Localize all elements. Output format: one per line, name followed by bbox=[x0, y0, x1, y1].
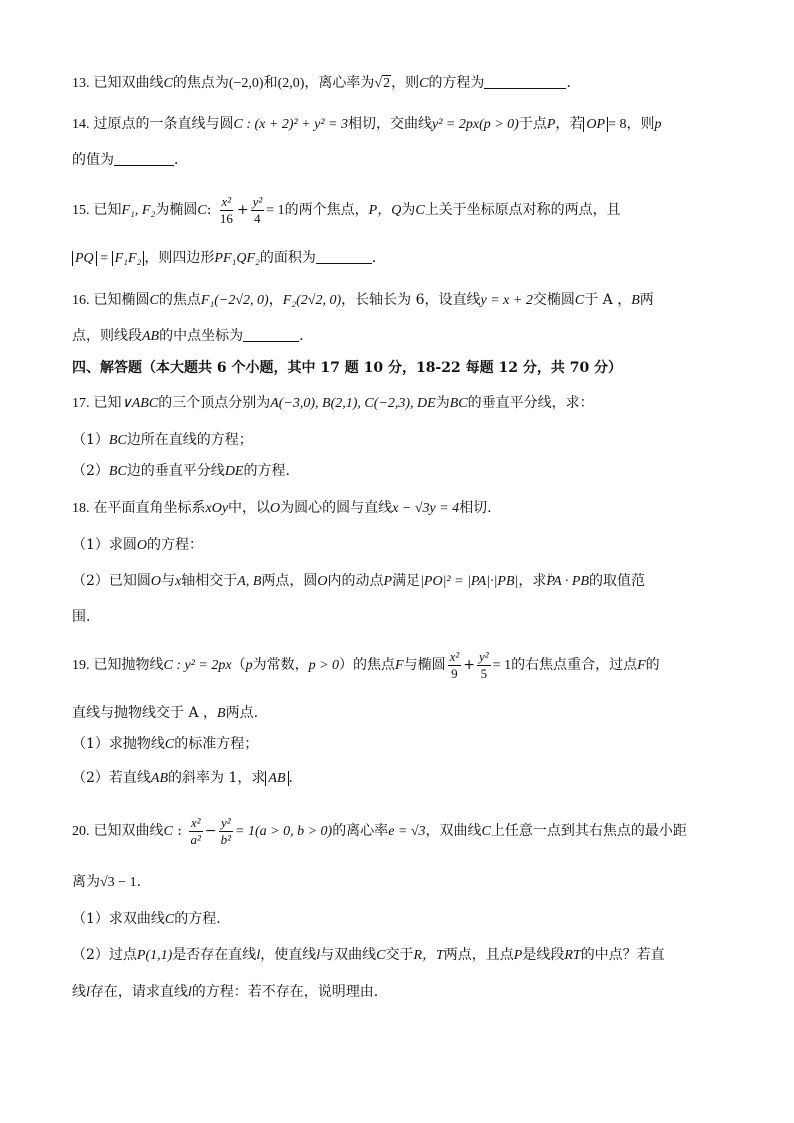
text: 的两个焦点， bbox=[284, 202, 369, 218]
fraction bbox=[219, 815, 233, 848]
math-eq: = 8 bbox=[608, 117, 627, 132]
radicand: 2 bbox=[383, 76, 391, 91]
numerator: x² bbox=[190, 814, 201, 830]
question-15-cont: PQ = F₁F₂ ，则四边形PF₁QF₂的面积为 ． bbox=[72, 248, 386, 269]
question-number: 17. bbox=[72, 396, 90, 411]
fraction bbox=[251, 194, 265, 227]
math-C: C bbox=[163, 824, 173, 839]
numerator: x² bbox=[449, 648, 460, 664]
math-l: l bbox=[187, 985, 192, 1000]
text: 的方程：若不存在，说明理由. bbox=[191, 984, 379, 1000]
math-l: l bbox=[86, 985, 90, 1000]
question-19: 19. 已知抛物线C : y² = 2px（p为常数，p > 0）的焦点F与椭圆 $\frac{\text{x²}}{9}$ + $\frac{\text{y²}}{5}$ = 1的右焦点重合，过点F的 bbox=[72, 648, 660, 681]
text: 围. bbox=[72, 609, 91, 625]
math-point: (2,0) bbox=[277, 76, 305, 91]
text: 的取值范 bbox=[589, 573, 646, 589]
text: ，则 bbox=[391, 75, 420, 91]
question-14-cont bbox=[72, 150, 188, 170]
math-RT-segment: RT bbox=[564, 948, 581, 963]
question-19-cont bbox=[72, 703, 258, 724]
text: ． bbox=[174, 152, 188, 168]
math-eq: = 1 bbox=[492, 658, 512, 673]
text: 两点，且点 bbox=[443, 947, 514, 963]
math-BC: BC bbox=[108, 464, 127, 479]
math-C: C bbox=[376, 948, 386, 963]
text: . bbox=[288, 770, 293, 786]
text: 相切. bbox=[459, 500, 492, 516]
math-point: (−2,0) bbox=[228, 76, 264, 91]
numerator: y² bbox=[252, 193, 263, 209]
math-condition: = 1(a > 0, b > 0) bbox=[235, 824, 333, 839]
part-label: （2） bbox=[72, 463, 109, 479]
answer-blank[interactable] bbox=[243, 327, 299, 342]
text: 的方程： bbox=[147, 537, 204, 553]
math-distance: √3 − 1 bbox=[100, 875, 137, 890]
text: 的值为 bbox=[72, 152, 114, 168]
question-20: 20. 已知双曲线C : $\frac{\text{x²}}{\text{a²}}$ − $\frac{\text{y²}}{\text{b²}}$ = 1(a > 0, b > 0)的离心率e = √3，双曲线C上任意一点到其右焦点的最小距 bbox=[72, 814, 687, 847]
math-F1: F₁(−2√2, 0) bbox=[200, 293, 269, 308]
text: 已知椭圆 bbox=[93, 292, 150, 308]
denominator: 4 bbox=[254, 210, 261, 226]
math-x: x bbox=[175, 574, 182, 589]
math-circle: C : (x + 2)² + y² = 3 bbox=[233, 117, 348, 132]
text: 中，以 bbox=[228, 500, 271, 516]
math-abs-F1F2: F₁F₂ bbox=[112, 251, 145, 266]
math-PQ: P，Q bbox=[368, 203, 402, 218]
denominator: 9 bbox=[451, 665, 458, 681]
fraction bbox=[188, 815, 202, 848]
math-abs-OP: OP bbox=[583, 117, 608, 132]
math-AB: A, B bbox=[237, 574, 262, 589]
math-p: p bbox=[654, 117, 662, 132]
text: 点，则线段 bbox=[72, 328, 142, 344]
math-points: A(−3,0), B(2,1), C(−2,3), DE bbox=[270, 396, 436, 411]
text: 的标准方程； bbox=[174, 736, 259, 752]
math-F: F bbox=[395, 658, 404, 673]
text: 为 bbox=[401, 202, 416, 218]
math-O: O bbox=[270, 501, 281, 516]
numerator: x² bbox=[221, 193, 232, 209]
text: 满足 bbox=[392, 573, 421, 589]
text: ，双曲线 bbox=[425, 823, 482, 839]
section-heading: 四、解答题（本大题共 6 个小题，其中 17 题 10 分，18-22 每题 12 分，共 70 分） bbox=[72, 360, 623, 376]
math-B: B bbox=[631, 293, 640, 308]
part-label: （2）已知圆 bbox=[72, 573, 151, 589]
text: 边所在直线的方程； bbox=[126, 432, 253, 448]
math-C: C bbox=[163, 76, 173, 91]
math-dot-product: ↓↓↓ PA · PB bbox=[546, 574, 589, 589]
text: 在平面直角坐标系 bbox=[93, 500, 206, 516]
text: 的斜率为 1，求 bbox=[168, 770, 266, 786]
numerator: y² bbox=[479, 648, 489, 664]
text: 边的垂直平分线 bbox=[126, 463, 225, 479]
text: ． bbox=[566, 75, 581, 91]
denominator: a² bbox=[190, 831, 201, 847]
text: 与双曲线 bbox=[320, 947, 377, 963]
math-abs-AB: AB bbox=[265, 771, 288, 786]
question-number: 19. bbox=[72, 658, 90, 673]
math-parabola: C : y² = 2px bbox=[163, 658, 232, 673]
text: 的中点坐标为 bbox=[159, 328, 244, 344]
denominator: 16 bbox=[219, 210, 233, 226]
text: 的方程. bbox=[243, 463, 290, 479]
question-17-part-2 bbox=[72, 461, 290, 482]
text: 的右焦点重合，过点 bbox=[511, 657, 638, 673]
question-14 bbox=[72, 114, 661, 135]
question-20-part-1 bbox=[72, 909, 221, 930]
question-18-cont bbox=[72, 607, 90, 627]
math-eq: = 1 bbox=[266, 203, 285, 218]
math-l: l bbox=[316, 948, 321, 963]
math-C: C bbox=[149, 293, 159, 308]
part-label: （1）求双曲线 bbox=[72, 911, 165, 927]
math-RT: R，T bbox=[413, 948, 444, 963]
text: （ bbox=[231, 657, 246, 673]
math-BC: BC bbox=[108, 433, 127, 448]
text: 与 bbox=[161, 573, 176, 589]
text: 为常数， bbox=[252, 657, 309, 673]
math-P: P bbox=[383, 574, 393, 589]
part-label: （2）若直线 bbox=[72, 770, 151, 786]
question-19-part-1 bbox=[72, 734, 258, 755]
question-16 bbox=[72, 290, 654, 311]
text: ，求 bbox=[518, 573, 547, 589]
numerator: y² bbox=[220, 814, 231, 830]
math-C: C bbox=[574, 293, 585, 308]
math-curve: y² = 2px(p > 0) bbox=[432, 117, 519, 132]
text: 于 A ， bbox=[584, 292, 632, 308]
text: . bbox=[299, 328, 304, 344]
math-line: y = x + 2 bbox=[480, 293, 533, 308]
math-C: C bbox=[419, 76, 429, 91]
text: 离为 bbox=[72, 874, 100, 890]
math-B: B bbox=[217, 706, 226, 721]
math-quad: PF₁QF₂ bbox=[214, 251, 260, 266]
math-P: P bbox=[546, 117, 556, 132]
math-AB: AB bbox=[150, 771, 169, 786]
text: 轴相交于 bbox=[181, 573, 238, 589]
text: 已知双曲线 bbox=[93, 75, 164, 91]
text: 已知 bbox=[93, 395, 122, 411]
math-P: P bbox=[513, 948, 523, 963]
math-p: p bbox=[245, 658, 253, 673]
question-13 bbox=[72, 73, 580, 94]
denominator: b² bbox=[220, 831, 232, 847]
text: 已知双曲线 bbox=[93, 823, 164, 839]
math-DE: DE bbox=[224, 464, 244, 479]
question-17-part-1 bbox=[72, 430, 253, 451]
part-label: （1） bbox=[72, 432, 109, 448]
math-abs-PQ: PQ bbox=[72, 251, 97, 266]
fraction bbox=[448, 649, 462, 682]
text: 的方程为 bbox=[428, 75, 485, 91]
math-C: C bbox=[164, 737, 175, 752]
math-F2: F₂(2√2, 0) bbox=[282, 293, 342, 308]
text: 的三个顶点分别为 bbox=[158, 395, 271, 411]
question-number: 18. bbox=[72, 501, 90, 516]
text: 上关于坐标原点对称的两点，且 bbox=[424, 202, 621, 218]
answer-blank[interactable] bbox=[484, 74, 566, 89]
text: ，则四边形 bbox=[144, 250, 215, 266]
part-label: （2）过点 bbox=[72, 947, 137, 963]
text: 的离心率 bbox=[332, 823, 389, 839]
question-20-part-2 bbox=[72, 945, 665, 966]
text: 为椭圆 bbox=[155, 202, 198, 218]
text: ，若 bbox=[555, 116, 584, 132]
math-C: C bbox=[415, 203, 425, 218]
math-F: F bbox=[637, 658, 646, 673]
answer-blank[interactable] bbox=[114, 151, 174, 166]
text: ，使直线 bbox=[260, 947, 317, 963]
text: 两 bbox=[639, 292, 654, 308]
text: 线 bbox=[72, 984, 86, 1000]
text: 和 bbox=[263, 75, 278, 91]
text: 两点，圆 bbox=[261, 573, 318, 589]
fraction bbox=[477, 649, 491, 682]
math-C: C bbox=[197, 203, 207, 218]
text: 交椭圆 bbox=[532, 292, 575, 308]
text: 的 bbox=[645, 657, 660, 673]
text: ，长轴长为 6，设直线 bbox=[341, 292, 481, 308]
text: 是线段 bbox=[522, 947, 565, 963]
text: ． bbox=[371, 250, 386, 266]
text: 是否存在直线 bbox=[172, 947, 257, 963]
question-15: 15. 已知F₁, F₂为椭圆C: $\frac{\text{x²}}{16}$ + $\frac{\text{y²}}{4}$ = 1的两个焦点，P，Q为C上关于坐标原点对称的两点，且 bbox=[72, 193, 621, 226]
math-xOy: xOy bbox=[205, 501, 229, 516]
math-triangle: ∨ABC bbox=[121, 396, 159, 411]
answer-blank[interactable] bbox=[316, 249, 372, 264]
text: 为圆心的圆与直线 bbox=[280, 500, 393, 516]
part-label: （1）求圆 bbox=[72, 537, 137, 553]
question-20-cont bbox=[72, 872, 141, 893]
math-O: O bbox=[150, 574, 162, 589]
math-sqrt: √2 bbox=[374, 76, 391, 91]
text: 已知抛物线 bbox=[93, 657, 164, 673]
question-18-part-2 bbox=[72, 571, 645, 592]
text: ）的焦点 bbox=[339, 657, 396, 673]
fraction bbox=[218, 194, 235, 227]
math-O: O bbox=[317, 574, 328, 589]
math-P: P(1,1) bbox=[136, 948, 173, 963]
math-O: O bbox=[136, 538, 148, 553]
text: . bbox=[136, 874, 142, 890]
text: 直线与抛物线交于 A ， bbox=[72, 705, 218, 721]
math-BC: BC bbox=[449, 396, 468, 411]
text: 交于 bbox=[385, 947, 414, 963]
text: 为 bbox=[435, 395, 450, 411]
text: 内的动点 bbox=[327, 573, 384, 589]
math-C: C bbox=[481, 824, 491, 839]
question-20-cont-2 bbox=[72, 982, 378, 1003]
text: 两点. bbox=[225, 705, 259, 721]
math-condition: |PO|² = |PA|·|PB| bbox=[420, 574, 519, 589]
question-19-part-2 bbox=[72, 768, 293, 789]
question-18 bbox=[72, 498, 492, 519]
math-AB: AB bbox=[142, 329, 160, 344]
text: 存在，请求直线 bbox=[89, 984, 188, 1000]
question-16-cont bbox=[72, 326, 304, 347]
text: 的焦点为 bbox=[172, 75, 229, 91]
math-l: l bbox=[256, 948, 261, 963]
text: 的中点？若直 bbox=[580, 947, 665, 963]
question-number: 16. bbox=[72, 293, 90, 308]
text: 上任意一点到其右焦点的最小距 bbox=[490, 823, 687, 839]
math-p-cond: p > 0 bbox=[308, 658, 340, 673]
text: 的面积为 bbox=[259, 250, 316, 266]
question-number: 15. bbox=[72, 203, 90, 218]
text: ，则 bbox=[626, 116, 655, 132]
text: 与椭圆 bbox=[403, 657, 446, 673]
text: 的方程. bbox=[174, 911, 221, 927]
text: ， bbox=[268, 292, 283, 308]
math-e: e = √3 bbox=[388, 824, 426, 839]
math-line: x − √3y = 4 bbox=[392, 501, 460, 516]
text: 于点 bbox=[518, 116, 547, 132]
question-17 bbox=[72, 393, 594, 414]
denominator: 5 bbox=[480, 665, 488, 681]
question-number: 14. bbox=[72, 117, 90, 132]
text: 的垂直平分线，求： bbox=[467, 395, 594, 411]
text: 相切，交曲线 bbox=[348, 116, 432, 132]
part-label: （1）求抛物线 bbox=[72, 736, 165, 752]
text: 已知 bbox=[93, 202, 122, 218]
question-number: 13. bbox=[72, 76, 90, 91]
text: 过原点的一条直线与圆 bbox=[93, 116, 234, 132]
question-18-part-1 bbox=[72, 535, 203, 556]
question-number: 20. bbox=[72, 824, 90, 839]
text: 的焦点 bbox=[158, 292, 201, 308]
math-C: C bbox=[164, 912, 175, 927]
math-foci: F₁, F₂ bbox=[121, 203, 156, 218]
text: ，离心率为 bbox=[304, 75, 375, 91]
